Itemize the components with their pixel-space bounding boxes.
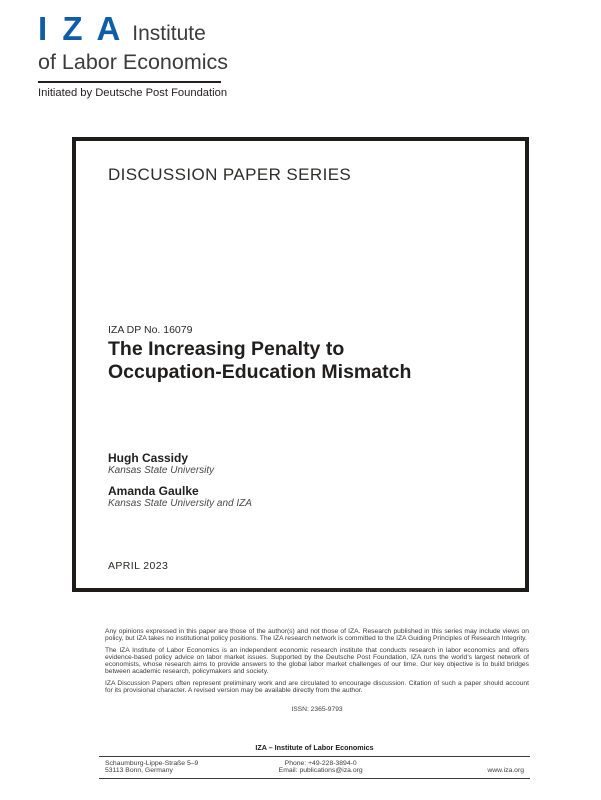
author-block <box>108 485 252 509</box>
logo-tagline: Initiated by Deutsche Post Foundation <box>38 87 228 99</box>
footer <box>99 743 530 779</box>
discussion-paper-box <box>72 137 529 592</box>
issn-number: ISSN: 2365-9793 <box>291 705 343 713</box>
publication-date: APRIL 2023 <box>108 560 169 572</box>
footer-divider-bottom <box>99 778 530 779</box>
author-block <box>108 452 252 476</box>
footer-columns <box>99 757 530 778</box>
footer-address <box>105 760 241 775</box>
author-name: Amanda Gaulke <box>108 484 199 498</box>
author-affiliation: Kansas State University and IZA <box>108 498 252 509</box>
disclaimer-block <box>105 628 529 713</box>
paper-number: IZA DP No. 16079 <box>108 324 193 336</box>
author-name: Hugh Cassidy <box>108 451 189 465</box>
disclaimer-paragraph: Any opinions expressed in this paper are those of the author(s) and not those of IZA. Research published in this series may include views on policy, but IZA takes no institutional policy positions. The IZA research network is committed to the IZA Guiding Principles of Research Integrity. <box>105 628 529 643</box>
footer-email: Email: publications@iza.org <box>278 767 363 775</box>
logo-institute-word: Institute <box>132 22 206 45</box>
paper-title-line-1: The Increasing Penalty to <box>108 338 345 360</box>
logo-divider <box>38 81 221 83</box>
paper-title-line-2: Occupation-Education Mismatch <box>108 361 412 383</box>
disclaimer-paragraph: IZA Discussion Papers often represent preliminary work and are circulated to encourage discussion. Citation of such a paper should account for its provisional character. A revised version may be available directly from the author. <box>105 679 529 694</box>
paper-title <box>108 338 411 384</box>
logo-row <box>38 12 228 46</box>
logo-subtitle: of Labor Economics <box>38 50 229 74</box>
footer-website: www.iza.org <box>487 767 524 775</box>
footer-address-line-1: Schaumburg-Lippe-Straße 5–9 <box>105 759 199 767</box>
footer-contact <box>241 760 401 775</box>
series-title: DISCUSSION PAPER SERIES <box>108 165 352 184</box>
footer-phone: Phone: +49-228-3894-0 <box>284 759 357 767</box>
author-affiliation: Kansas State University <box>108 465 215 476</box>
footer-address-line-2: 53113 Bonn, Germany <box>105 767 173 775</box>
disclaimer-paragraph: The IZA Institute of Labor Economics is an independent economic research institute that conducts research in labor economics and offers evidence-based policy advice on labor market issues. Supported by the Deutsche Post Foundation, IZA runs the world’s largest network of economists, whose research aims to provide answers to the global labor market challenges of our time. Our key objective is to build bridges between academic research, policymakers and society. <box>105 646 529 675</box>
footer-org-title: IZA – Institute of Labor Economics <box>255 743 374 752</box>
iza-logo-letters: I Z A <box>38 10 124 47</box>
footer-website-col <box>401 760 524 775</box>
iza-logo <box>38 12 228 99</box>
author-list <box>108 452 252 518</box>
